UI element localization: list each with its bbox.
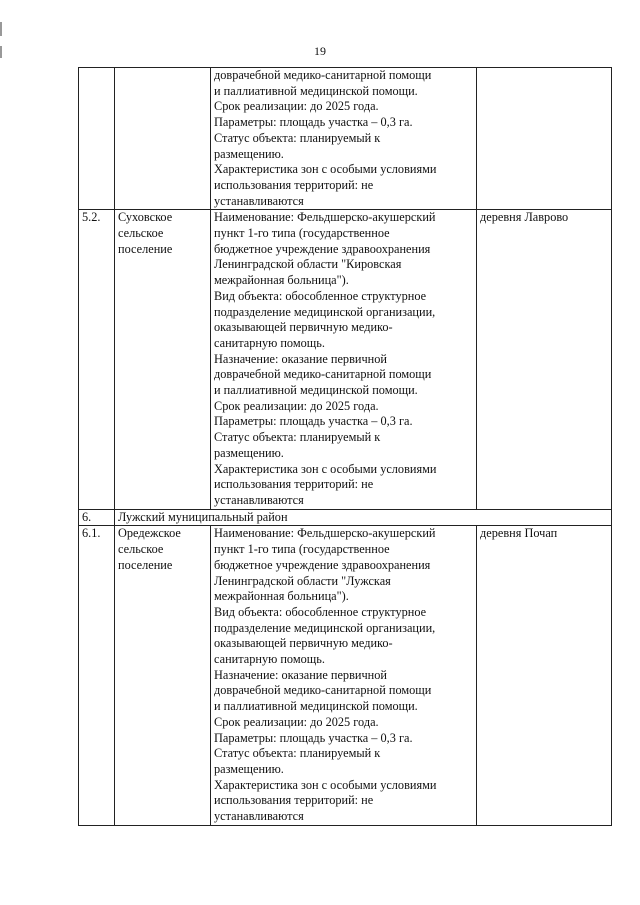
text-line: использования территорий: не bbox=[214, 177, 374, 192]
row-number-cell: 5.2. bbox=[79, 210, 115, 509]
text-line: Параметры: площадь участка – 0,3 га. bbox=[214, 115, 413, 130]
text-line: Статус объекта: планируемый к bbox=[214, 746, 381, 761]
location-cell bbox=[477, 68, 612, 210]
text-line: Вид объекта: обособленное структурное bbox=[214, 288, 427, 303]
text-line: сельское bbox=[118, 226, 164, 241]
text-line: сельское bbox=[118, 542, 164, 557]
page-number: 19 bbox=[314, 44, 326, 58]
text-line: Назначение: оказание первичной bbox=[214, 351, 387, 366]
text-line: бюджетное учреждение здравоохранения bbox=[214, 557, 431, 572]
text-line: размещению. bbox=[214, 445, 284, 460]
district-heading-cell: Лужский муниципальный район bbox=[115, 509, 612, 526]
text-line: устанавливаются bbox=[214, 193, 304, 208]
text-line: Характеристика зон с особыми условиями bbox=[214, 461, 437, 476]
text-line: и паллиативной медицинской помощи. bbox=[214, 83, 418, 98]
text-line: размещению. bbox=[214, 761, 284, 776]
text-line: Параметры: площадь участка – 0,3 га. bbox=[214, 730, 413, 745]
text-line: Статус объекта: планируемый к bbox=[214, 430, 381, 445]
text-line: устанавливаются bbox=[214, 492, 304, 507]
text-line: санитарную помощь. bbox=[214, 335, 325, 350]
location-cell: деревня Почап bbox=[477, 526, 612, 825]
table-row-6 bbox=[79, 509, 612, 526]
scan-edge-mark bbox=[0, 22, 2, 36]
text-line: Характеристика зон с особыми условиями bbox=[214, 162, 437, 177]
text-line: Наименование: Фельдшерско-акушерский bbox=[214, 210, 436, 225]
table-row-continuation bbox=[79, 68, 612, 210]
row-number-cell: 6. bbox=[79, 509, 115, 526]
text-line: поселение bbox=[118, 557, 173, 572]
text-line: санитарную помощь. bbox=[214, 652, 325, 667]
text-line: и паллиативной медицинской помощи. bbox=[214, 383, 418, 398]
description-cell bbox=[211, 526, 477, 825]
text-line: поселение bbox=[118, 241, 173, 256]
text-line: подразделение медицинской организации, bbox=[214, 620, 436, 635]
text-line: Срок реализации: до 2025 года. bbox=[214, 398, 379, 413]
text-line: Оредежское bbox=[118, 526, 181, 541]
text-line: пункт 1-го типа (государственное bbox=[214, 226, 390, 241]
settlement-cell bbox=[115, 526, 211, 825]
description-cell bbox=[211, 68, 477, 210]
text-line: доврачебной медико-санитарной помощи bbox=[214, 68, 432, 82]
text-line: доврачебной медико-санитарной помощи bbox=[214, 683, 432, 698]
text-line: Характеристика зон с особыми условиями bbox=[214, 777, 437, 792]
text-line: доврачебной медико-санитарной помощи bbox=[214, 367, 432, 382]
text-line: подразделение медицинской организации, bbox=[214, 304, 436, 319]
text-line: использования территорий: не bbox=[214, 477, 374, 492]
text-line: Назначение: оказание первичной bbox=[214, 667, 387, 682]
text-line: межрайонная больница"). bbox=[214, 589, 349, 604]
text-line: Ленинградской области "Лужская bbox=[214, 573, 391, 588]
text-line: межрайонная больница"). bbox=[214, 273, 349, 288]
text-line: Вид объекта: обособленное структурное bbox=[214, 604, 427, 619]
row-number-cell bbox=[79, 68, 115, 210]
table-row-5-2 bbox=[79, 210, 612, 509]
location-cell: деревня Лаврово bbox=[477, 210, 612, 509]
text-line: Суховское bbox=[118, 210, 173, 225]
text-line: бюджетное учреждение здравоохранения bbox=[214, 241, 431, 256]
text-line: размещению. bbox=[214, 146, 284, 161]
text-line: использования территорий: не bbox=[214, 793, 374, 808]
text-line: Статус объекта: планируемый к bbox=[214, 130, 381, 145]
row-number-cell: 6.1. bbox=[79, 526, 115, 825]
text-line: Наименование: Фельдшерско-акушерский bbox=[214, 526, 436, 541]
text-line: и паллиативной медицинской помощи. bbox=[214, 699, 418, 714]
description-cell bbox=[211, 210, 477, 509]
text-line: Параметры: площадь участка – 0,3 га. bbox=[214, 414, 413, 429]
settlement-cell bbox=[115, 210, 211, 509]
text-line: пункт 1-го типа (государственное bbox=[214, 542, 390, 557]
text-line: оказывающей первичную медико- bbox=[214, 320, 393, 335]
text-line: устанавливаются bbox=[214, 809, 304, 824]
table-row-6-1 bbox=[79, 526, 612, 825]
text-line: оказывающей первичную медико- bbox=[214, 636, 393, 651]
text-line: Ленинградской области "Кировская bbox=[214, 257, 402, 272]
facilities-table bbox=[78, 67, 612, 826]
settlement-cell bbox=[115, 68, 211, 210]
text-line: Срок реализации: до 2025 года. bbox=[214, 714, 379, 729]
text-line: Срок реализации: до 2025 года. bbox=[214, 99, 379, 114]
